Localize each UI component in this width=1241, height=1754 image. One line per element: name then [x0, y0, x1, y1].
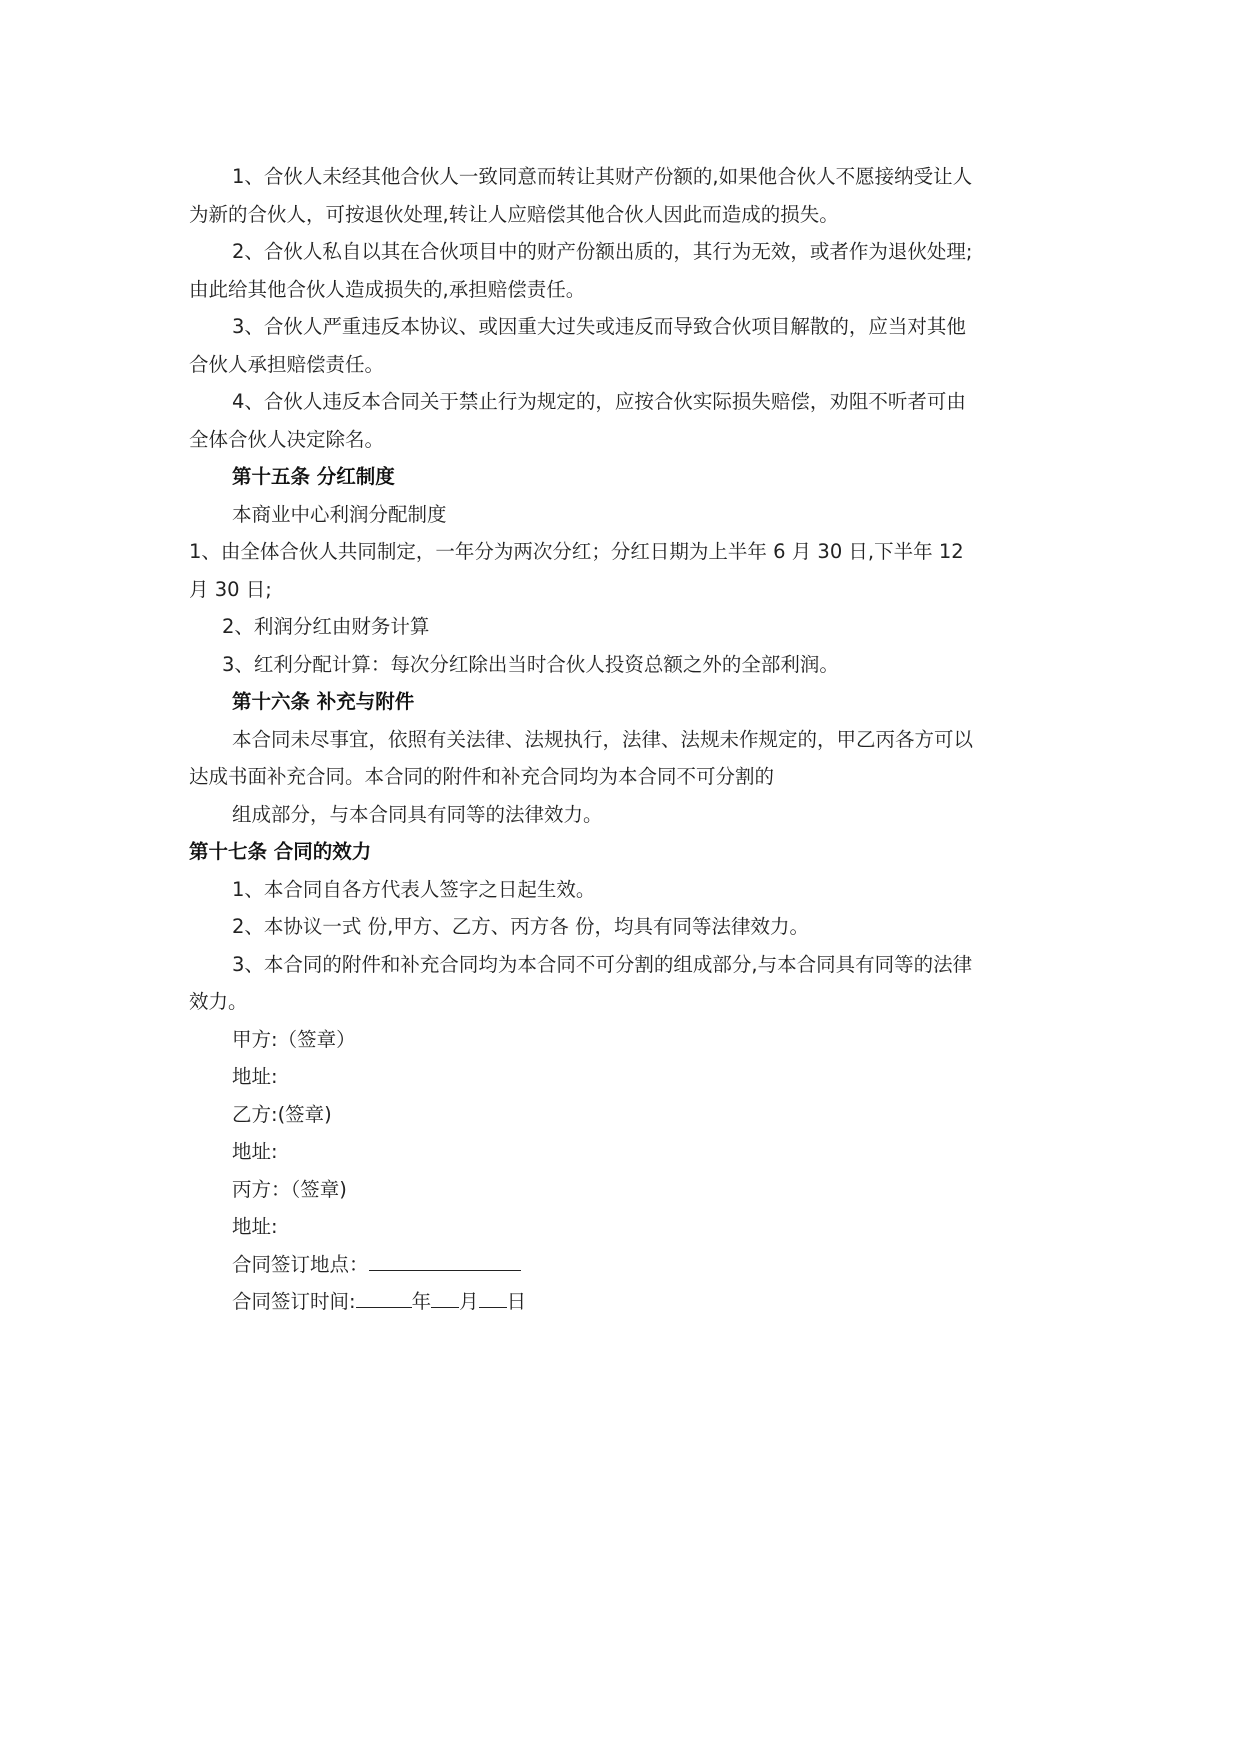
- paragraph-3-line-2: 合伙人承担赔偿责任。: [189, 352, 385, 376]
- month-label: 月: [459, 1290, 479, 1313]
- party-a-signature: 甲方:（签章）: [232, 1027, 356, 1051]
- party-a-address: 地址:: [232, 1065, 278, 1088]
- article-17-item-3-line-2: 效力。: [189, 990, 248, 1013]
- article-15-item-1-line-1: 1、由全体合伙人共同制定，一年分为两次分红；分红日期为上半年 6 月 30 日,下半年 12: [189, 540, 964, 563]
- article-16-line-3: 组成部分，与本合同具有同等的法律效力。: [232, 802, 603, 826]
- article-17-item-2: 2、本协议一式 份,甲方、乙方、丙方各 份，均具有同等法律效力。: [232, 915, 810, 938]
- article-16-line-1: 本合同未尽事宜，依照有关法律、法规执行，法律、法规未作规定的，甲乙丙各方可以: [232, 727, 974, 751]
- party-b-signature: 乙方:(签章): [232, 1102, 332, 1126]
- article-17-item-1: 1、本合同自各方代表人签字之日起生效。: [232, 877, 596, 901]
- article-15-intro: 本商业中心利润分配制度: [232, 502, 447, 526]
- article-15-item-2: 2、利润分红由财务计算: [222, 615, 430, 638]
- signing-place-blank: [369, 1248, 521, 1271]
- month-blank: [431, 1285, 459, 1308]
- signing-time-label: 合同签订时间:: [232, 1290, 356, 1313]
- signing-time-row: [189, 1283, 1059, 1321]
- paragraph-4-line-1: 4、合伙人违反本合同关于禁止行为规定的，应按合伙实际损失赔偿，劝阻不听者可由: [232, 390, 966, 413]
- paragraph-3-line-1: 3、合伙人严重违反本协议、或因重大过失或违反而导致合伙项目解散的，应当对其他: [232, 315, 966, 338]
- article-15-item-1-line-2: 月 30 日;: [189, 577, 272, 601]
- article-16-line-2: 达成书面补充合同。本合同的附件和补充合同均为本合同不可分割的: [189, 765, 775, 788]
- document-body: [189, 158, 1059, 1321]
- day-label: 日: [506, 1290, 527, 1313]
- article-16-heading: 第十六条 补充与附件: [232, 690, 415, 713]
- paragraph-2-line-1: 2、合伙人私自以其在合伙项目中的财产份额出质的，其行为无效，或者作为退伙处理;: [232, 240, 973, 263]
- party-b-address: 地址:: [232, 1140, 278, 1163]
- article-15-item-3: 3、红利分配计算：每次分红除出当时合伙人投资总额之外的全部利润。: [222, 652, 839, 676]
- article-17-item-3-line-1: 3、本合同的附件和补充合同均为本合同不可分割的组成部分,与本合同具有同等的法律: [232, 952, 973, 976]
- signing-place-row: [189, 1246, 1059, 1284]
- article-17-heading: 第十七条 合同的效力: [189, 840, 372, 863]
- party-c-signature: 丙方：（签章): [232, 1177, 347, 1201]
- party-c-address: 地址:: [232, 1215, 278, 1238]
- signing-place-label: 合同签订地点：: [232, 1252, 369, 1276]
- paragraph-1-line-2: 为新的合伙人，可按退伙处理,转让人应赔偿其他合伙人因此而造成的损失。: [189, 202, 839, 226]
- article-15-heading: 第十五条 分红制度: [232, 465, 395, 488]
- paragraph-2-line-2: 由此给其他合伙人造成损失的,承担赔偿责任。: [189, 277, 586, 301]
- year-label: 年: [411, 1290, 432, 1313]
- day-blank: [479, 1285, 507, 1308]
- year-blank: [356, 1285, 412, 1308]
- paragraph-1-line-1: 1、合伙人未经其他合伙人一致同意而转让其财产份额的,如果他合伙人不愿接纳受让人: [232, 165, 973, 188]
- paragraph-4-line-2: 全体合伙人决定除名。: [189, 427, 385, 451]
